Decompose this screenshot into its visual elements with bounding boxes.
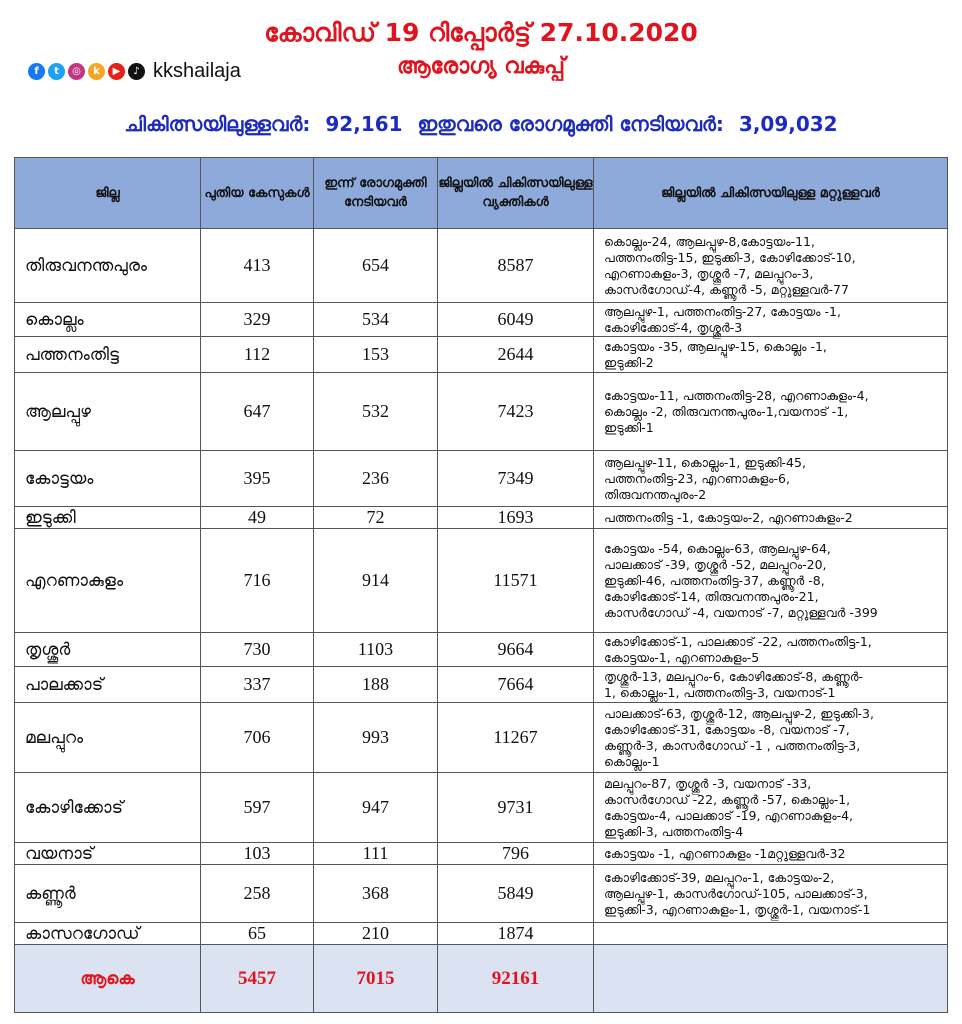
district-cell: പത്തനംതിട്ട	[15, 337, 201, 373]
total-row	[15, 945, 948, 1013]
table-row	[15, 923, 948, 945]
under-treatment-label: ചികിത്സയിലുള്ളവർ:	[124, 112, 311, 136]
youtube-icon[interactable]: ▶	[108, 63, 125, 80]
recovered-cell: 236	[314, 451, 438, 507]
others-line: ആലപ്പുഴ-1, പത്തനംതിട്ട-27, കോട്ടയം -1,	[604, 303, 841, 319]
active-cell: 1693	[438, 507, 594, 529]
district-cell: പാലക്കാട്	[15, 667, 201, 703]
recovered-cell: 368	[314, 865, 438, 923]
recovered-cell: 1103	[314, 633, 438, 667]
others-line: 1, കൊല്ലം-1, പത്തനംതിട്ട-3, വയനാട്-1	[604, 684, 836, 700]
others-line: പത്തനംതിട്ട-15, ഇടുക്കി-3, കോഴിക്കോട്-10,	[604, 249, 856, 265]
instagram-icon[interactable]: ◎	[68, 63, 85, 80]
district-cell: ഇടുക്കി	[15, 507, 201, 529]
social-handle: kkshailaja	[153, 60, 241, 82]
table-row	[15, 843, 948, 865]
others-line: ഇടുക്കി-3, പത്തനംതിട്ട-4	[604, 823, 744, 839]
total-active: 92161	[438, 945, 594, 1013]
new-cases-cell: 65	[201, 923, 314, 945]
recovered-cell: 72	[314, 507, 438, 529]
others-line: പത്തനംതിട്ട -1, കോട്ടയം-2, എറണാകുളം-2	[604, 509, 853, 525]
recovered-cell: 993	[314, 703, 438, 773]
recovered-cell: 188	[314, 667, 438, 703]
table-row	[15, 373, 948, 451]
koo-icon[interactable]: k	[88, 63, 105, 80]
others-line: പാലക്കാട് -39, തൃശ്ശൂർ -52, മലപ്പുറം-20,	[604, 556, 827, 572]
new-cases-cell: 647	[201, 373, 314, 451]
others-cell	[594, 865, 948, 923]
active-cell: 7423	[438, 373, 594, 451]
others-line: ആലപ്പുഴ-11, കൊല്ലം-1, ഇടുക്കി-45,	[604, 454, 806, 470]
table-row	[15, 865, 948, 923]
others-line: കോഴിക്കോട്-39, മലപ്പുറം-1, കോട്ടയം-2,	[604, 869, 835, 885]
others-cell	[594, 843, 948, 865]
others-line: കോഴിക്കോട്-31, കോട്ടയം -8, വയനാട് -7,	[604, 721, 850, 737]
others-line: കൊല്ലം-1	[604, 753, 660, 769]
active-cell: 11267	[438, 703, 594, 773]
others-line: കാസർഗോഡ് -22, കണ്ണൂർ -57, കൊല്ലം-1,	[604, 791, 851, 807]
others-cell	[594, 703, 948, 773]
header-recovered: ഇന്ന് രോഗമുക്തി നേടിയവർ	[314, 158, 438, 229]
active-cell: 5849	[438, 865, 594, 923]
others-line: കോട്ടയം-1, എറണാകുളം-5	[604, 649, 760, 665]
facebook-icon[interactable]: f	[28, 63, 45, 80]
others-line: മലപ്പുറം-87, തൃശ്ശൂർ -3, വയനാട് -33,	[604, 775, 812, 791]
others-line: കോട്ടയം-11, പത്തനംതിട്ട-28, എറണാകുളം-4,	[604, 387, 869, 403]
others-line: കോഴിക്കോട്-1, പാലക്കാട് -22, പത്തനംതിട്ട-1,	[604, 633, 872, 649]
total-others	[594, 945, 948, 1013]
new-cases-cell: 112	[201, 337, 314, 373]
under-treatment-value: 92,161	[325, 112, 403, 136]
header-new-cases: പുതിയ കേസുകൾ	[201, 158, 314, 229]
tiktok-icon[interactable]: ♪	[128, 63, 145, 80]
social-links	[28, 60, 241, 83]
district-cell: കൊല്ലം	[15, 303, 201, 337]
table-row	[15, 633, 948, 667]
district-cell: തൃശ്ശൂർ	[15, 633, 201, 667]
table-row	[15, 507, 948, 529]
header-district: ജില്ല	[15, 158, 201, 229]
district-cell: വയനാട്	[15, 843, 201, 865]
summary-line	[0, 112, 962, 136]
others-line: ഇടുക്കി-46, പത്തനംതിട്ട-37, കണ്ണൂർ -8,	[604, 572, 825, 588]
district-cell: ആലപ്പുഴ	[15, 373, 201, 451]
header-active: ജില്ലയിൽ ചികിത്സയിലുള്ള വ്യക്തികൾ	[438, 158, 594, 229]
others-line: കണ്ണൂർ-3, കാസർഗോഡ് -1 , പത്തനംതിട്ട-3,	[604, 737, 861, 753]
recovered-label: ഇതുവരെ രോഗമുക്തി നേടിയവർ:	[417, 112, 724, 136]
others-line: കോട്ടയം -35, ആലപ്പുഴ-15, കൊല്ലം -1,	[604, 338, 827, 354]
district-cell: കോട്ടയം	[15, 451, 201, 507]
others-line: കോഴിക്കോട്-4, തൃശ്ശൂർ-3	[604, 319, 743, 335]
others-line: പത്തനംതിട്ട-23, എറണാകുളം-6,	[604, 470, 790, 486]
active-cell: 11571	[438, 529, 594, 633]
active-cell: 7349	[438, 451, 594, 507]
district-cell: തിരുവനന്തപുരം	[15, 229, 201, 303]
new-cases-cell: 395	[201, 451, 314, 507]
total-recovered: 7015	[314, 945, 438, 1013]
district-cell: കാസറഗോഡ്	[15, 923, 201, 945]
others-line: കോട്ടയം-4, പാലക്കാട് -19, എറണാകുളം-4,	[604, 807, 854, 823]
new-cases-cell: 716	[201, 529, 314, 633]
others-line: ഇടുക്കി-1	[604, 419, 654, 435]
table-row	[15, 337, 948, 373]
district-table	[14, 157, 948, 1013]
report-title: കോവിഡ് 19 റിപ്പോർട്ട് 27.10.2020	[264, 18, 698, 47]
department-name: ആരോഗ്യ വകുപ്പ്	[397, 54, 565, 79]
recovered-value: 3,09,032	[738, 112, 838, 136]
others-line: കൊല്ലം -2, തിരുവനന്തപുരം-1,വയനാട് -1,	[604, 403, 849, 419]
others-cell	[594, 229, 948, 303]
active-cell: 2644	[438, 337, 594, 373]
twitter-icon[interactable]: t	[48, 63, 65, 80]
recovered-cell: 532	[314, 373, 438, 451]
others-line: കോട്ടയം -54, കൊല്ലം-63, ആലപ്പുഴ-64,	[604, 540, 831, 556]
others-line: ആലപ്പുഴ-1, കാസർഗോഡ്-105, പാലക്കാട്-3,	[604, 885, 868, 901]
new-cases-cell: 258	[201, 865, 314, 923]
table-row	[15, 451, 948, 507]
active-cell: 9664	[438, 633, 594, 667]
district-cell: മലപ്പുറം	[15, 703, 201, 773]
others-cell	[594, 667, 948, 703]
table-header-row	[15, 158, 948, 229]
active-cell: 1874	[438, 923, 594, 945]
district-cell: കണ്ണൂർ	[15, 865, 201, 923]
others-line: തിരുവനന്തപുരം-2	[604, 486, 707, 502]
new-cases-cell: 337	[201, 667, 314, 703]
others-cell	[594, 529, 948, 633]
others-cell	[594, 451, 948, 507]
others-cell	[594, 373, 948, 451]
new-cases-cell: 413	[201, 229, 314, 303]
others-cell	[594, 507, 948, 529]
others-cell	[594, 337, 948, 373]
new-cases-cell: 329	[201, 303, 314, 337]
district-cell: കോഴിക്കോട്	[15, 773, 201, 843]
new-cases-cell: 730	[201, 633, 314, 667]
others-line: കോട്ടയം -1, എറണാകുളം -1മറ്റുള്ളവർ-32	[604, 845, 846, 861]
active-cell: 7664	[438, 667, 594, 703]
recovered-cell: 111	[314, 843, 438, 865]
header-others: ജില്ലയിൽ ചികിത്സയിലുള്ള മറ്റുള്ളവർ	[594, 158, 948, 229]
new-cases-cell: 706	[201, 703, 314, 773]
new-cases-cell: 103	[201, 843, 314, 865]
recovered-cell: 654	[314, 229, 438, 303]
active-cell: 9731	[438, 773, 594, 843]
others-cell	[594, 923, 948, 945]
district-cell: എറണാകുളം	[15, 529, 201, 633]
active-cell: 8587	[438, 229, 594, 303]
total-new-cases: 5457	[201, 945, 314, 1013]
table-row	[15, 667, 948, 703]
recovered-cell: 534	[314, 303, 438, 337]
others-line: കാസർഗോഡ്-4, കണ്ണൂർ -5, മറ്റുള്ളവർ-77	[604, 281, 849, 297]
others-line: ഇടുക്കി-3, എറണാകുളം-1, തൃശ്ശൂർ-1, വയനാട്-1	[604, 901, 871, 917]
others-line: ഇടുക്കി-2	[604, 354, 654, 370]
others-line: തൃശ്ശൂർ-13, മലപ്പുറം-6, കോഴിക്കോട്-8, കണ്ണൂർ-	[604, 668, 864, 684]
new-cases-cell: 49	[201, 507, 314, 529]
table-row	[15, 529, 948, 633]
others-cell	[594, 303, 948, 337]
recovered-cell: 914	[314, 529, 438, 633]
total-label: ആകെ	[15, 945, 201, 1013]
table-row	[15, 303, 948, 337]
active-cell: 6049	[438, 303, 594, 337]
table-row	[15, 703, 948, 773]
recovered-cell: 947	[314, 773, 438, 843]
others-line: കോഴിക്കോട്-14, തിരുവനന്തപുരം-21,	[604, 588, 819, 604]
others-cell	[594, 633, 948, 667]
others-line: പാലക്കാട്-63, തൃശ്ശൂർ-12, ആലപ്പുഴ-2, ഇടുക്കി-3,	[604, 705, 874, 721]
others-line: കാസർഗോഡ് -4, വയനാട് -7, മറ്റുള്ളവർ -399	[604, 604, 878, 620]
table-row	[15, 773, 948, 843]
table-row	[15, 229, 948, 303]
recovered-cell: 210	[314, 923, 438, 945]
others-cell	[594, 773, 948, 843]
others-line: എറണാകുളം-3, തൃശ്ശൂർ -7, മലപ്പുറം-3,	[604, 265, 814, 281]
others-line: കൊല്ലം-24, ആലപ്പുഴ-8,കോട്ടയം-11,	[604, 233, 815, 249]
active-cell: 796	[438, 843, 594, 865]
new-cases-cell: 597	[201, 773, 314, 843]
recovered-cell: 153	[314, 337, 438, 373]
